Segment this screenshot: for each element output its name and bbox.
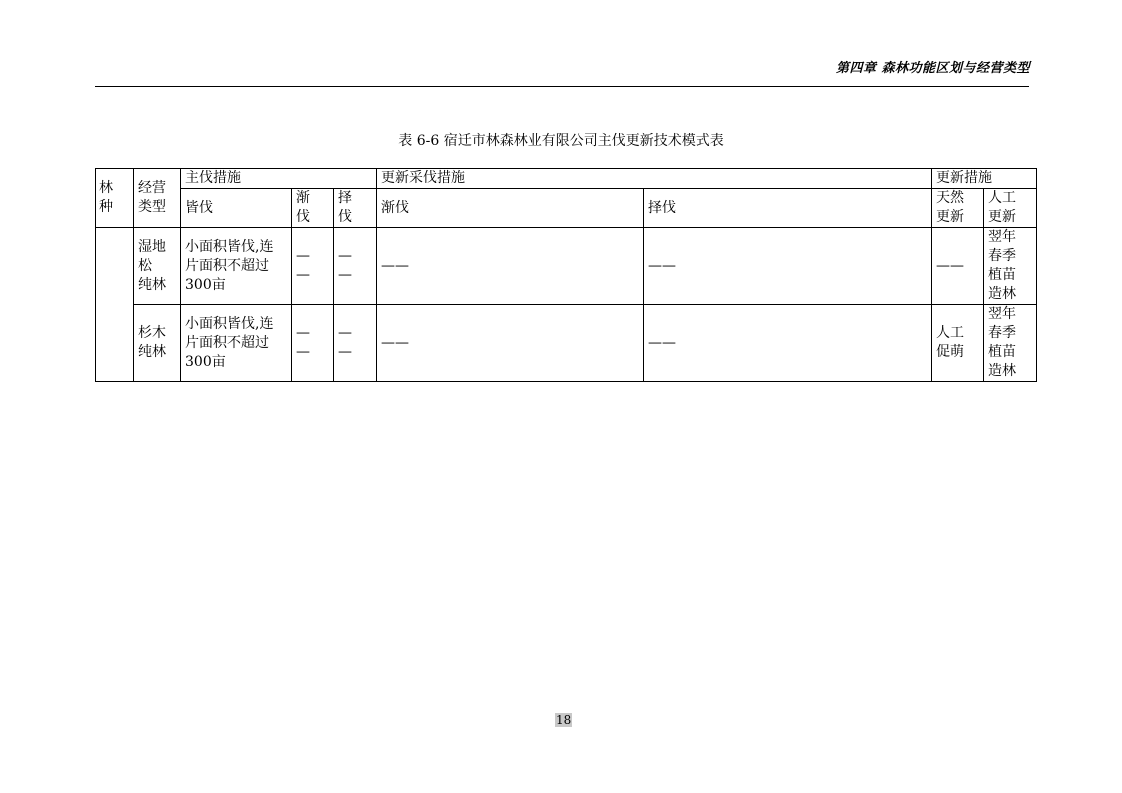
header-artificial-regen: 人工 更新 [984,189,1037,228]
regen-selective-cell: —— [644,305,932,382]
clear-cutting-cell: 小面积皆伐,连 片面积不超过 300亩 [181,228,292,305]
artificial-regen-cell: 翌年 春季 植苗 造林 [984,228,1037,305]
gradual-cutting-cell: — — [292,305,334,382]
selective-cutting-cell: — — [334,228,377,305]
header-clear-cutting: 皆伐 [181,189,292,228]
table-row [96,305,1037,382]
header-forest-species: 林 种 [96,169,134,228]
regen-selective-cell: —— [644,228,932,305]
header-regen-harvest: 更新采伐措施 [377,169,932,189]
header-regen-selective: 择伐 [644,189,932,228]
table-caption: 表 6-6 宿迁市林森林业有限公司主伐更新技术模式表 [398,133,724,149]
header-divider [95,86,1029,87]
clear-cutting-cell: 小面积皆伐,连 片面积不超过 300亩 [181,305,292,382]
forest-species-cell [96,228,134,382]
felling-regeneration-table [95,168,1037,382]
header-regen-measures: 更新措施 [932,169,1037,189]
management-type-cell: 杉木 纯林 [134,305,181,382]
header-regen-gradual: 渐伐 [377,189,644,228]
natural-regen-cell: —— [932,228,984,305]
header-gradual-cutting: 渐 伐 [292,189,334,228]
selective-cutting-cell: — — [334,305,377,382]
gradual-cutting-cell: — — [292,228,334,305]
table-row [96,228,1037,305]
page-number: 18 [556,713,572,727]
header-selective-cutting: 择 伐 [334,189,377,228]
table-header-row-2 [96,189,1037,228]
regen-gradual-cell: —— [377,228,644,305]
header-main-felling: 主伐措施 [181,169,377,189]
header-management-type: 经营 类型 [134,169,181,228]
natural-regen-cell: 人工 促萌 [932,305,984,382]
management-type-cell: 湿地 松 纯林 [134,228,181,305]
regen-gradual-cell: —— [377,305,644,382]
artificial-regen-cell: 翌年 春季 植苗 造林 [984,305,1037,382]
table-header-row-1 [96,169,1037,189]
chapter-header-title: 第四章 森林功能区划与经营类型 [835,61,1030,76]
header-natural-regen: 天然 更新 [932,189,984,228]
